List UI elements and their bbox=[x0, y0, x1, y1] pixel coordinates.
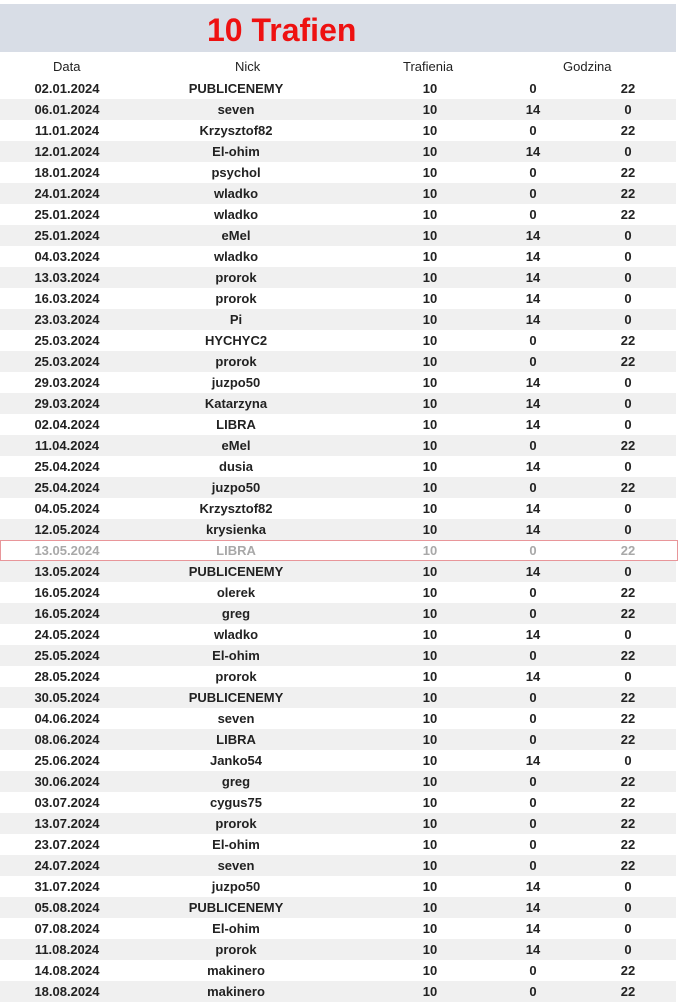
cell-hits[interactable]: 10 bbox=[422, 291, 438, 306]
table-row[interactable] bbox=[0, 414, 676, 435]
table-row[interactable] bbox=[0, 876, 676, 897]
table-row[interactable] bbox=[0, 498, 676, 519]
cell-nick[interactable]: wladko bbox=[213, 207, 259, 222]
header-date: Data bbox=[53, 59, 81, 74]
cell-nick[interactable]: LIBRA bbox=[216, 543, 256, 558]
cell-hour[interactable]: 22 bbox=[620, 837, 636, 852]
cell-nick[interactable]: Katarzyna bbox=[204, 396, 268, 411]
cell-hour[interactable]: 0 bbox=[624, 879, 632, 894]
cell-hour[interactable]: 22 bbox=[620, 480, 636, 495]
cell-hour[interactable]: 22 bbox=[620, 438, 636, 453]
table-row[interactable] bbox=[0, 456, 676, 477]
cell-nick[interactable]: prorok bbox=[215, 354, 257, 369]
cell-date[interactable]: 16.05.2024 bbox=[34, 606, 100, 621]
cell-minutes[interactable]: 14 bbox=[525, 669, 541, 684]
cell-hour[interactable]: 0 bbox=[624, 228, 632, 243]
cell-nick[interactable]: krysienka bbox=[206, 522, 266, 537]
cell-hour[interactable]: 0 bbox=[624, 627, 632, 642]
cell-hits[interactable]: 10 bbox=[422, 396, 438, 411]
cell-nick[interactable]: greg bbox=[221, 606, 251, 621]
table-row[interactable] bbox=[0, 120, 676, 141]
cell-hits[interactable]: 10 bbox=[422, 459, 438, 474]
cell-minutes[interactable]: 14 bbox=[525, 921, 541, 936]
cell-nick[interactable]: seven bbox=[217, 711, 255, 726]
cell-hits[interactable]: 10 bbox=[422, 816, 438, 831]
cell-minutes[interactable]: 14 bbox=[525, 396, 541, 411]
cell-hour[interactable]: 0 bbox=[624, 291, 632, 306]
cell-nick[interactable]: wladko bbox=[213, 186, 259, 201]
cell-minutes[interactable]: 14 bbox=[525, 459, 541, 474]
cell-minutes[interactable]: 0 bbox=[529, 963, 537, 978]
table-row[interactable] bbox=[0, 204, 676, 225]
cell-nick[interactable]: seven bbox=[217, 102, 255, 117]
cell-nick[interactable]: HYCHYC2 bbox=[204, 333, 268, 348]
sheet-title: 10 Trafien bbox=[207, 12, 357, 48]
table-row[interactable] bbox=[0, 393, 676, 414]
cell-nick[interactable]: eMel bbox=[221, 228, 251, 243]
cell-hits[interactable]: 10 bbox=[422, 585, 438, 600]
cell-hour[interactable]: 22 bbox=[620, 690, 636, 705]
cell-date[interactable]: 04.05.2024 bbox=[34, 501, 100, 516]
table-row[interactable] bbox=[0, 225, 676, 246]
cell-date[interactable]: 04.06.2024 bbox=[34, 711, 100, 726]
table-row[interactable] bbox=[0, 141, 676, 162]
cell-minutes[interactable]: 14 bbox=[525, 249, 541, 264]
cell-hits[interactable]: 10 bbox=[422, 690, 438, 705]
cell-hits[interactable]: 10 bbox=[422, 207, 438, 222]
cell-hour[interactable]: 0 bbox=[624, 396, 632, 411]
cell-hits[interactable]: 10 bbox=[422, 564, 438, 579]
cell-hits[interactable]: 10 bbox=[422, 795, 438, 810]
cell-nick[interactable]: El-ohim bbox=[212, 144, 260, 159]
cell-hour[interactable]: 0 bbox=[624, 249, 632, 264]
cell-minutes[interactable]: 0 bbox=[529, 606, 537, 621]
cell-date[interactable]: 25.03.2024 bbox=[34, 333, 100, 348]
cell-minutes[interactable]: 0 bbox=[529, 837, 537, 852]
table-row[interactable] bbox=[0, 477, 676, 498]
cell-hour[interactable]: 22 bbox=[620, 732, 636, 747]
cell-hits[interactable]: 10 bbox=[422, 711, 438, 726]
cell-date[interactable]: 30.06.2024 bbox=[34, 774, 100, 789]
cell-date[interactable]: 16.03.2024 bbox=[34, 291, 100, 306]
cell-hour[interactable]: 22 bbox=[620, 858, 636, 873]
table-row[interactable] bbox=[0, 78, 676, 99]
cell-date[interactable]: 31.07.2024 bbox=[34, 879, 100, 894]
table-row[interactable] bbox=[0, 708, 676, 729]
cell-date[interactable]: 02.01.2024 bbox=[34, 81, 100, 96]
cell-hour[interactable]: 22 bbox=[620, 816, 636, 831]
cell-hour[interactable]: 0 bbox=[624, 459, 632, 474]
cell-nick[interactable]: juzpo50 bbox=[211, 879, 261, 894]
cell-nick[interactable]: PUBLICENEMY bbox=[188, 690, 284, 705]
cell-date[interactable]: 13.05.2024 bbox=[34, 564, 100, 579]
cell-nick[interactable]: makinero bbox=[207, 963, 265, 978]
cell-hour[interactable]: 0 bbox=[624, 522, 632, 537]
cell-hour[interactable]: 22 bbox=[620, 186, 636, 201]
cell-hits[interactable]: 10 bbox=[422, 354, 438, 369]
table-row[interactable] bbox=[0, 834, 676, 855]
cell-date[interactable]: 18.01.2024 bbox=[34, 165, 100, 180]
cell-date[interactable]: 25.06.2024 bbox=[34, 753, 100, 768]
cell-hour[interactable]: 22 bbox=[620, 648, 636, 663]
table-row[interactable] bbox=[0, 813, 676, 834]
cell-hits[interactable]: 10 bbox=[422, 522, 438, 537]
cell-hits[interactable]: 10 bbox=[422, 270, 438, 285]
cell-minutes[interactable]: 14 bbox=[525, 942, 541, 957]
table-row[interactable] bbox=[0, 183, 676, 204]
cell-hits[interactable]: 10 bbox=[422, 627, 438, 642]
cell-nick[interactable]: LIBRA bbox=[216, 417, 256, 432]
cell-hour[interactable]: 0 bbox=[624, 312, 632, 327]
cell-hour[interactable]: 0 bbox=[624, 375, 632, 390]
cell-date[interactable]: 29.03.2024 bbox=[34, 375, 100, 390]
cell-minutes[interactable]: 14 bbox=[525, 375, 541, 390]
cell-date[interactable]: 13.05.2024 bbox=[34, 543, 100, 558]
cell-hour[interactable]: 22 bbox=[620, 774, 636, 789]
table-row[interactable] bbox=[0, 960, 676, 981]
cell-nick[interactable]: Krzysztof82 bbox=[199, 123, 273, 138]
cell-minutes[interactable]: 0 bbox=[529, 795, 537, 810]
table-row[interactable] bbox=[0, 771, 676, 792]
cell-minutes[interactable]: 14 bbox=[525, 102, 541, 117]
cell-hits[interactable]: 10 bbox=[422, 81, 438, 96]
cell-hits[interactable]: 10 bbox=[422, 375, 438, 390]
table-row[interactable] bbox=[0, 645, 676, 666]
cell-hits[interactable]: 10 bbox=[422, 228, 438, 243]
cell-nick[interactable]: LIBRA bbox=[216, 732, 256, 747]
cell-date[interactable]: 06.01.2024 bbox=[34, 102, 100, 117]
table-row[interactable] bbox=[0, 330, 676, 351]
table-body bbox=[0, 78, 676, 1002]
cell-hits[interactable]: 10 bbox=[422, 312, 438, 327]
table-row[interactable] bbox=[0, 750, 676, 771]
table-row[interactable] bbox=[0, 519, 676, 540]
cell-date[interactable]: 25.04.2024 bbox=[34, 480, 100, 495]
cell-nick[interactable]: PUBLICENEMY bbox=[188, 81, 284, 96]
cell-hits[interactable]: 10 bbox=[422, 858, 438, 873]
cell-hits[interactable]: 10 bbox=[422, 102, 438, 117]
cell-minutes[interactable]: 14 bbox=[525, 417, 541, 432]
cell-minutes[interactable]: 14 bbox=[525, 522, 541, 537]
cell-hits[interactable]: 10 bbox=[422, 144, 438, 159]
cell-nick[interactable]: prorok bbox=[215, 816, 257, 831]
cell-minutes[interactable]: 14 bbox=[525, 879, 541, 894]
table-row[interactable] bbox=[0, 540, 678, 561]
table-row[interactable] bbox=[0, 666, 676, 687]
cell-date[interactable]: 25.04.2024 bbox=[34, 459, 100, 474]
cell-hour[interactable]: 0 bbox=[624, 417, 632, 432]
cell-minutes[interactable]: 14 bbox=[525, 270, 541, 285]
cell-hour[interactable]: 0 bbox=[624, 921, 632, 936]
cell-date[interactable]: 14.08.2024 bbox=[34, 963, 100, 978]
cell-minutes[interactable]: 14 bbox=[525, 627, 541, 642]
cell-hits[interactable]: 10 bbox=[422, 165, 438, 180]
cell-date[interactable]: 11.04.2024 bbox=[34, 438, 100, 453]
cell-nick[interactable]: psychol bbox=[211, 165, 261, 180]
cell-hour[interactable]: 0 bbox=[624, 102, 632, 117]
cell-date[interactable]: 23.03.2024 bbox=[34, 312, 100, 327]
cell-nick[interactable]: PUBLICENEMY bbox=[188, 564, 284, 579]
cell-nick[interactable]: dusia bbox=[219, 459, 253, 474]
cell-nick[interactable]: juzpo50 bbox=[211, 480, 261, 495]
cell-minutes[interactable]: 0 bbox=[529, 81, 537, 96]
cell-date[interactable]: 07.08.2024 bbox=[34, 921, 100, 936]
cell-minutes[interactable]: 0 bbox=[529, 438, 537, 453]
cell-date[interactable]: 03.07.2024 bbox=[34, 795, 100, 810]
cell-hits[interactable]: 10 bbox=[422, 669, 438, 684]
cell-hits[interactable]: 10 bbox=[422, 963, 438, 978]
cell-nick[interactable]: cygus75 bbox=[209, 795, 263, 810]
cell-minutes[interactable]: 0 bbox=[529, 858, 537, 873]
cell-minutes[interactable]: 0 bbox=[529, 543, 537, 558]
cell-date[interactable]: 23.07.2024 bbox=[34, 837, 100, 852]
cell-date[interactable]: 13.07.2024 bbox=[34, 816, 100, 831]
cell-hits[interactable]: 10 bbox=[422, 648, 438, 663]
cell-hour[interactable]: 22 bbox=[620, 333, 636, 348]
cell-hour[interactable]: 22 bbox=[620, 606, 636, 621]
cell-hits[interactable]: 10 bbox=[422, 879, 438, 894]
cell-hits[interactable]: 10 bbox=[422, 942, 438, 957]
cell-hits[interactable]: 10 bbox=[422, 123, 438, 138]
cell-minutes[interactable]: 0 bbox=[529, 354, 537, 369]
table-row[interactable] bbox=[0, 939, 676, 960]
cell-minutes[interactable]: 14 bbox=[525, 501, 541, 516]
cell-date[interactable]: 13.03.2024 bbox=[34, 270, 100, 285]
cell-minutes[interactable]: 0 bbox=[529, 984, 537, 999]
cell-hits[interactable]: 10 bbox=[422, 774, 438, 789]
table-row[interactable] bbox=[0, 603, 676, 624]
cell-hour[interactable]: 22 bbox=[620, 984, 636, 999]
cell-minutes[interactable]: 0 bbox=[529, 774, 537, 789]
cell-date[interactable]: 04.03.2024 bbox=[34, 249, 100, 264]
cell-date[interactable]: 24.07.2024 bbox=[34, 858, 100, 873]
cell-nick[interactable]: Janko54 bbox=[209, 753, 263, 768]
cell-hour[interactable]: 22 bbox=[620, 711, 636, 726]
cell-nick[interactable]: seven bbox=[217, 858, 255, 873]
cell-hits[interactable]: 10 bbox=[422, 837, 438, 852]
table-row[interactable] bbox=[0, 918, 676, 939]
cell-minutes[interactable]: 0 bbox=[529, 207, 537, 222]
cell-date[interactable]: 28.05.2024 bbox=[34, 669, 100, 684]
cell-minutes[interactable]: 14 bbox=[525, 564, 541, 579]
cell-hour[interactable]: 22 bbox=[620, 165, 636, 180]
cell-hits[interactable]: 10 bbox=[422, 186, 438, 201]
cell-hour[interactable]: 0 bbox=[624, 900, 632, 915]
cell-date[interactable]: 24.01.2024 bbox=[34, 186, 100, 201]
cell-date[interactable]: 05.08.2024 bbox=[34, 900, 100, 915]
table-row[interactable] bbox=[0, 729, 676, 750]
table-row[interactable] bbox=[0, 582, 676, 603]
cell-date[interactable]: 08.06.2024 bbox=[34, 732, 100, 747]
cell-nick[interactable]: Krzysztof82 bbox=[199, 501, 273, 516]
cell-hits[interactable]: 10 bbox=[422, 921, 438, 936]
cell-hits[interactable]: 10 bbox=[422, 333, 438, 348]
cell-minutes[interactable]: 0 bbox=[529, 165, 537, 180]
cell-hour[interactable]: 0 bbox=[624, 942, 632, 957]
cell-minutes[interactable]: 14 bbox=[525, 144, 541, 159]
cell-nick[interactable]: olerek bbox=[216, 585, 256, 600]
cell-nick[interactable]: wladko bbox=[213, 249, 259, 264]
table-row[interactable] bbox=[0, 435, 676, 456]
cell-date[interactable]: 12.05.2024 bbox=[34, 522, 100, 537]
cell-hits[interactable]: 10 bbox=[422, 249, 438, 264]
cell-hits[interactable]: 10 bbox=[422, 543, 438, 558]
cell-date[interactable]: 12.01.2024 bbox=[34, 144, 100, 159]
table-row[interactable] bbox=[0, 288, 676, 309]
cell-hour[interactable]: 22 bbox=[620, 123, 636, 138]
cell-minutes[interactable]: 14 bbox=[525, 753, 541, 768]
cell-nick[interactable]: Pi bbox=[229, 312, 243, 327]
cell-hits[interactable]: 10 bbox=[422, 438, 438, 453]
cell-nick[interactable]: El-ohim bbox=[212, 921, 260, 936]
cell-date[interactable]: 25.01.2024 bbox=[34, 228, 100, 243]
table-row[interactable] bbox=[0, 855, 676, 876]
cell-date[interactable]: 30.05.2024 bbox=[34, 690, 100, 705]
table-row[interactable] bbox=[0, 246, 676, 267]
cell-minutes[interactable]: 0 bbox=[529, 186, 537, 201]
cell-hour[interactable]: 0 bbox=[624, 501, 632, 516]
table-row[interactable] bbox=[0, 687, 676, 708]
cell-hits[interactable]: 10 bbox=[422, 480, 438, 495]
cell-hits[interactable]: 10 bbox=[422, 501, 438, 516]
title-bar bbox=[0, 4, 676, 52]
cell-nick[interactable]: greg bbox=[221, 774, 251, 789]
cell-date[interactable]: 24.05.2024 bbox=[34, 627, 100, 642]
cell-date[interactable]: 02.04.2024 bbox=[34, 417, 100, 432]
cell-nick[interactable]: prorok bbox=[215, 291, 257, 306]
table-row[interactable] bbox=[0, 897, 676, 918]
cell-nick[interactable]: juzpo50 bbox=[211, 375, 261, 390]
cell-minutes[interactable]: 0 bbox=[529, 816, 537, 831]
cell-minutes[interactable]: 0 bbox=[529, 690, 537, 705]
cell-minutes[interactable]: 0 bbox=[529, 648, 537, 663]
cell-minutes[interactable]: 0 bbox=[529, 480, 537, 495]
cell-hits[interactable]: 10 bbox=[422, 732, 438, 747]
cell-hits[interactable]: 10 bbox=[422, 417, 438, 432]
cell-hour[interactable]: 0 bbox=[624, 669, 632, 684]
header-hour: Godzina bbox=[563, 59, 612, 74]
table-row[interactable] bbox=[0, 309, 676, 330]
table-row[interactable] bbox=[0, 267, 676, 288]
table-row[interactable] bbox=[0, 981, 676, 1002]
cell-minutes[interactable]: 14 bbox=[525, 900, 541, 915]
cell-nick[interactable]: prorok bbox=[215, 669, 257, 684]
cell-date[interactable]: 25.03.2024 bbox=[34, 354, 100, 369]
cell-date[interactable]: 25.05.2024 bbox=[34, 648, 100, 663]
cell-hits[interactable]: 10 bbox=[422, 900, 438, 915]
cell-nick[interactable]: eMel bbox=[221, 438, 251, 453]
cell-minutes[interactable]: 0 bbox=[529, 732, 537, 747]
cell-nick[interactable]: prorok bbox=[215, 270, 257, 285]
table-row[interactable] bbox=[0, 351, 676, 372]
cell-hour[interactable]: 0 bbox=[624, 144, 632, 159]
table-row[interactable] bbox=[0, 162, 676, 183]
cell-minutes[interactable]: 14 bbox=[525, 312, 541, 327]
cell-hour[interactable]: 22 bbox=[620, 207, 636, 222]
cell-nick[interactable]: El-ohim bbox=[212, 648, 260, 663]
cell-hits[interactable]: 10 bbox=[422, 984, 438, 999]
table-row[interactable] bbox=[0, 372, 676, 393]
cell-hour[interactable]: 22 bbox=[620, 963, 636, 978]
cell-nick[interactable]: prorok bbox=[215, 942, 257, 957]
cell-hits[interactable]: 10 bbox=[422, 606, 438, 621]
cell-date[interactable]: 16.05.2024 bbox=[34, 585, 100, 600]
cell-nick[interactable]: El-ohim bbox=[212, 837, 260, 852]
table-header bbox=[0, 56, 676, 77]
table-row[interactable] bbox=[0, 561, 676, 582]
cell-date[interactable]: 11.08.2024 bbox=[34, 942, 100, 957]
cell-date[interactable]: 29.03.2024 bbox=[34, 396, 100, 411]
cell-nick[interactable]: wladko bbox=[213, 627, 259, 642]
cell-minutes[interactable]: 0 bbox=[529, 711, 537, 726]
cell-nick[interactable]: PUBLICENEMY bbox=[188, 900, 284, 915]
cell-hour[interactable]: 0 bbox=[624, 564, 632, 579]
cell-date[interactable]: 11.01.2024 bbox=[34, 123, 100, 138]
cell-hour[interactable]: 22 bbox=[620, 543, 636, 558]
table-row[interactable] bbox=[0, 624, 676, 645]
cell-hour[interactable]: 22 bbox=[620, 585, 636, 600]
cell-hits[interactable]: 10 bbox=[422, 753, 438, 768]
cell-minutes[interactable]: 14 bbox=[525, 291, 541, 306]
cell-hour[interactable]: 0 bbox=[624, 753, 632, 768]
cell-date[interactable]: 25.01.2024 bbox=[34, 207, 100, 222]
cell-hour[interactable]: 22 bbox=[620, 354, 636, 369]
header-nick: Nick bbox=[235, 59, 261, 74]
header-hits: Trafienia bbox=[403, 59, 454, 74]
cell-nick[interactable]: makinero bbox=[207, 984, 265, 999]
cell-hour[interactable]: 22 bbox=[620, 81, 636, 96]
cell-date[interactable]: 18.08.2024 bbox=[34, 984, 100, 999]
table-row[interactable] bbox=[0, 99, 676, 120]
table-row[interactable] bbox=[0, 792, 676, 813]
cell-minutes[interactable]: 14 bbox=[525, 228, 541, 243]
cell-hour[interactable]: 22 bbox=[620, 795, 636, 810]
cell-minutes[interactable]: 0 bbox=[529, 123, 537, 138]
cell-minutes[interactable]: 0 bbox=[529, 585, 537, 600]
cell-minutes[interactable]: 0 bbox=[529, 333, 537, 348]
cell-hour[interactable]: 0 bbox=[624, 270, 632, 285]
